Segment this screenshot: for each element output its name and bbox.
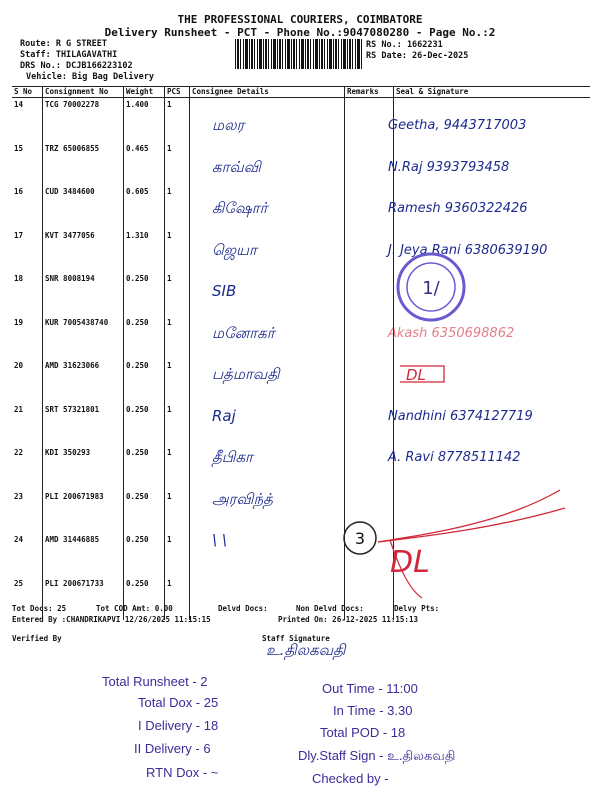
row-pcs: 1 bbox=[165, 533, 190, 577]
handwritten-signature: Nandhini 6374127719 bbox=[388, 408, 533, 424]
vehicle-label: Vehicle: Big Bag Delivery bbox=[26, 72, 154, 82]
entered-by: Entered By :CHANDRIKAPVI 12/26/2025 11:15:15 bbox=[12, 615, 211, 624]
row-pcs: 1 bbox=[165, 229, 190, 273]
row-weight: 0.250 bbox=[124, 316, 165, 360]
tally-i-delivery: I Delivery - 18 bbox=[138, 718, 219, 733]
handwritten-signature: Ramesh 9360322426 bbox=[388, 201, 528, 216]
handwritten-consignee: மனோகர் bbox=[212, 323, 275, 342]
tally-total-pod: Total POD - 18 bbox=[320, 725, 406, 740]
tally-total-dox: Total Dox - 25 bbox=[138, 695, 219, 710]
handwritten-signature: Akash 6350698862 bbox=[388, 325, 515, 341]
handwritten-consignee: ஜெயா bbox=[212, 240, 257, 259]
row-remarks bbox=[345, 98, 394, 142]
row-weight: 1.400 bbox=[124, 98, 165, 142]
non-delvd-docs: Non Delvd Docs: bbox=[296, 604, 364, 613]
handwritten-consignee: தீபிகா bbox=[212, 448, 253, 466]
row-weight: 0.605 bbox=[124, 185, 165, 229]
handwritten-consignee: காவ்வி bbox=[212, 157, 261, 176]
delvy-pts: Delvy Pts: bbox=[394, 604, 440, 613]
row-remarks bbox=[345, 229, 394, 273]
table-header-row bbox=[12, 87, 590, 98]
handwritten-signature: A. Ravi 8778511142 bbox=[388, 450, 521, 465]
tally-out-time: Out Time - 11:00 bbox=[322, 681, 418, 696]
tally-checked-by: Checked by - bbox=[312, 771, 389, 786]
dl-box-text: DL bbox=[406, 366, 426, 384]
row-sno: 24 bbox=[12, 533, 43, 577]
row-weight: 0.250 bbox=[124, 359, 165, 403]
red-annotations bbox=[330, 480, 580, 600]
row-weight: 0.465 bbox=[124, 142, 165, 186]
row-sno: 14 bbox=[12, 98, 43, 142]
col-consignment: Consignment No bbox=[43, 87, 124, 98]
row-sno: 16 bbox=[12, 185, 43, 229]
verified-by: Verified By bbox=[12, 634, 62, 643]
row-consignment-no: KUR 7005438740 bbox=[43, 316, 124, 360]
row-consignment-no: SNR 8008194 bbox=[43, 272, 124, 316]
row-consignee bbox=[190, 577, 345, 621]
barcode bbox=[235, 39, 363, 69]
row-consignment-no: PLI 200671983 bbox=[43, 490, 124, 534]
row-sno: 15 bbox=[12, 142, 43, 186]
staff-signature: உ.திலகவதி bbox=[266, 641, 346, 659]
row-remarks bbox=[345, 359, 394, 403]
row-consignment-no: CUD 3484600 bbox=[43, 185, 124, 229]
dl-box bbox=[398, 362, 448, 384]
row-weight: 0.250 bbox=[124, 272, 165, 316]
row-sno: 17 bbox=[12, 229, 43, 273]
row-sno: 25 bbox=[12, 577, 43, 621]
tally-total-runsheet: Total Runsheet - 2 bbox=[102, 674, 208, 689]
row-sno: 23 bbox=[12, 490, 43, 534]
row-pcs: 1 bbox=[165, 446, 190, 490]
col-sno: S No bbox=[12, 87, 43, 98]
row-pcs: 1 bbox=[165, 403, 190, 447]
staff-label: Staff: THILAGAVATHI bbox=[20, 50, 118, 60]
rs-date: RS Date: 26-Dec-2025 bbox=[366, 51, 469, 61]
row-pcs: 1 bbox=[165, 142, 190, 186]
row-pcs: 1 bbox=[165, 98, 190, 142]
col-pcs: PCS bbox=[165, 87, 190, 98]
handwritten-signature: N.Raj 9393793458 bbox=[388, 159, 510, 175]
row-consignment-no: SRT 57321801 bbox=[43, 403, 124, 447]
company-title: THE PROFESSIONAL COURIERS, COIMBATORE bbox=[177, 13, 423, 26]
row-consignment-no: AMD 31446885 bbox=[43, 533, 124, 577]
stamp-mark: 1/ bbox=[422, 278, 440, 299]
row-weight: 0.250 bbox=[124, 490, 165, 534]
row-weight: 0.250 bbox=[124, 577, 165, 621]
col-signature: Seal & Signature bbox=[394, 87, 591, 98]
row-sno: 22 bbox=[12, 446, 43, 490]
row-remarks bbox=[345, 272, 394, 316]
handwritten-consignee: SIB bbox=[212, 282, 237, 300]
col-weight: Weight bbox=[124, 87, 165, 98]
row-weight: 1.310 bbox=[124, 229, 165, 273]
handwritten-consignee: Raj bbox=[212, 406, 236, 425]
route-label: Route: R G STREET bbox=[20, 39, 107, 49]
col-consignee: Consignee Details bbox=[190, 87, 345, 98]
printed-on: Printed On: 26-12-2025 11:15:13 bbox=[278, 615, 418, 624]
handwritten-consignee: \ \ bbox=[212, 531, 227, 549]
row-consignment-no: KDI 350293 bbox=[43, 446, 124, 490]
handwritten-signature: Geetha, 9443717003 bbox=[388, 118, 527, 133]
row-consignment-no: KVT 3477056 bbox=[43, 229, 124, 273]
tally-rtn-dox: RTN Dox - ~ bbox=[146, 765, 219, 780]
table-row bbox=[12, 359, 590, 403]
row-sno: 19 bbox=[12, 316, 43, 360]
row-remarks bbox=[345, 185, 394, 229]
delivery-stamp bbox=[394, 250, 468, 324]
dl-mark: DL bbox=[390, 545, 430, 580]
row-sno: 18 bbox=[12, 272, 43, 316]
handwritten-consignee: அரவிந்த் bbox=[212, 489, 273, 508]
row-pcs: 1 bbox=[165, 272, 190, 316]
row-consignment-no: TRZ 65006855 bbox=[43, 142, 124, 186]
row-sno: 21 bbox=[12, 403, 43, 447]
runsheet-subtitle: Delivery Runsheet - PCT - Phone No.:9047080280 - Page No.:2 bbox=[104, 26, 496, 39]
row-pcs: 1 bbox=[165, 316, 190, 360]
row-weight: 0.250 bbox=[124, 446, 165, 490]
tally-dly-staff-sign: Dly.Staff Sign - உ.திலகவதி bbox=[298, 748, 456, 763]
drs-number: DRS No.: DCJB166223102 bbox=[20, 61, 133, 71]
tally-in-time: In Time - 3.30 bbox=[333, 703, 413, 718]
rs-number: RS No.: 1662231 bbox=[366, 40, 443, 50]
row-weight: 0.250 bbox=[124, 403, 165, 447]
staff-signature-label: Staff Signature bbox=[262, 634, 330, 643]
row-pcs: 1 bbox=[165, 185, 190, 229]
delvd-docs: Delvd Docs: bbox=[218, 604, 268, 613]
handwritten-consignee: கிஷோர் bbox=[212, 199, 268, 217]
col-remarks: Remarks bbox=[345, 87, 394, 98]
handwritten-consignee: பத்மாவதி bbox=[212, 365, 280, 383]
circle-three: 3 bbox=[354, 529, 366, 548]
row-consignment-no: TCG 70002278 bbox=[43, 98, 124, 142]
row-remarks bbox=[345, 142, 394, 186]
row-consignment-no: AMD 31623066 bbox=[43, 359, 124, 403]
table-row bbox=[12, 272, 590, 316]
handwritten-signature: J. Jeya Rani 6380639190 bbox=[388, 242, 548, 258]
row-sno: 20 bbox=[12, 359, 43, 403]
row-weight: 0.250 bbox=[124, 533, 165, 577]
handwritten-consignee: மலர bbox=[212, 116, 245, 134]
row-pcs: 1 bbox=[165, 577, 190, 621]
tot-docs: Tot Docs: 25 bbox=[12, 604, 67, 613]
tally-ii-delivery: II Delivery - 6 bbox=[134, 741, 211, 756]
row-pcs: 1 bbox=[165, 359, 190, 403]
row-remarks bbox=[345, 403, 394, 447]
row-remarks bbox=[345, 316, 394, 360]
row-consignment-no: PLI 200671733 bbox=[43, 577, 124, 621]
tot-cod-amt: Tot COD Amt: 0.00 bbox=[96, 604, 173, 613]
row-pcs: 1 bbox=[165, 490, 190, 534]
